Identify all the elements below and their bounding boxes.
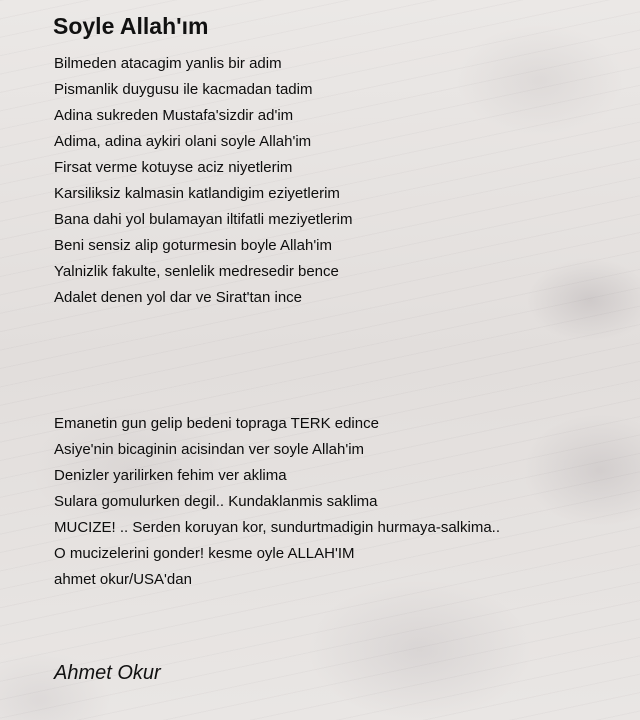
stanza-1 [54, 51, 352, 311]
poem-line: Firsat verme kotuyse aciz niyetlerim [54, 159, 293, 176]
poem-line: Bilmeden atacagim yanlis bir adim [54, 55, 282, 72]
poem-line: Karsiliksiz kalmasin katlandigim eziyetlerim [54, 185, 340, 202]
poem-line: O mucizelerini gonder! kesme oyle ALLAH'IM [54, 545, 355, 562]
poem-line: Adalet denen yol dar ve Sirat'tan ince [54, 289, 303, 306]
poem-line: ahmet okur/USA'dan [54, 571, 192, 588]
poem-line: MUCIZE! .. Serden koruyan kor, sundurtmadigin hurmaya-salkima.. [54, 519, 501, 536]
poem-line: Yalnizlik fakulte, senlelik medresedir bence [54, 263, 339, 280]
poem-line: Bana dahi yol bulamayan iltifatli meziyetlerim [54, 211, 353, 228]
poem-line: Sulara gomulurken degil.. Kundaklanmis saklima [54, 493, 378, 510]
poem-author: Ahmet Okur [54, 662, 161, 684]
poem-line: Beni sensiz alip goturmesin boyle Allah'im [54, 237, 333, 254]
poem-line: Adima, adina aykiri olani soyle Allah'im [54, 133, 312, 150]
poem-line: Denizler yarilirken fehim ver aklima [54, 467, 287, 484]
poem-title: Soyle Allah'ım [53, 13, 209, 39]
poem-line: Adina sukreden Mustafa'sizdir ad'im [54, 107, 294, 124]
poem-line: Pismanlik duygusu ile kacmadan tadim [54, 81, 313, 98]
poem-line: Asiye'nin bicaginin acisindan ver soyle Allah'im [54, 441, 365, 458]
stanza-2 [54, 411, 500, 593]
poem-line: Emanetin gun gelip bedeni topraga TERK edince [54, 415, 379, 432]
